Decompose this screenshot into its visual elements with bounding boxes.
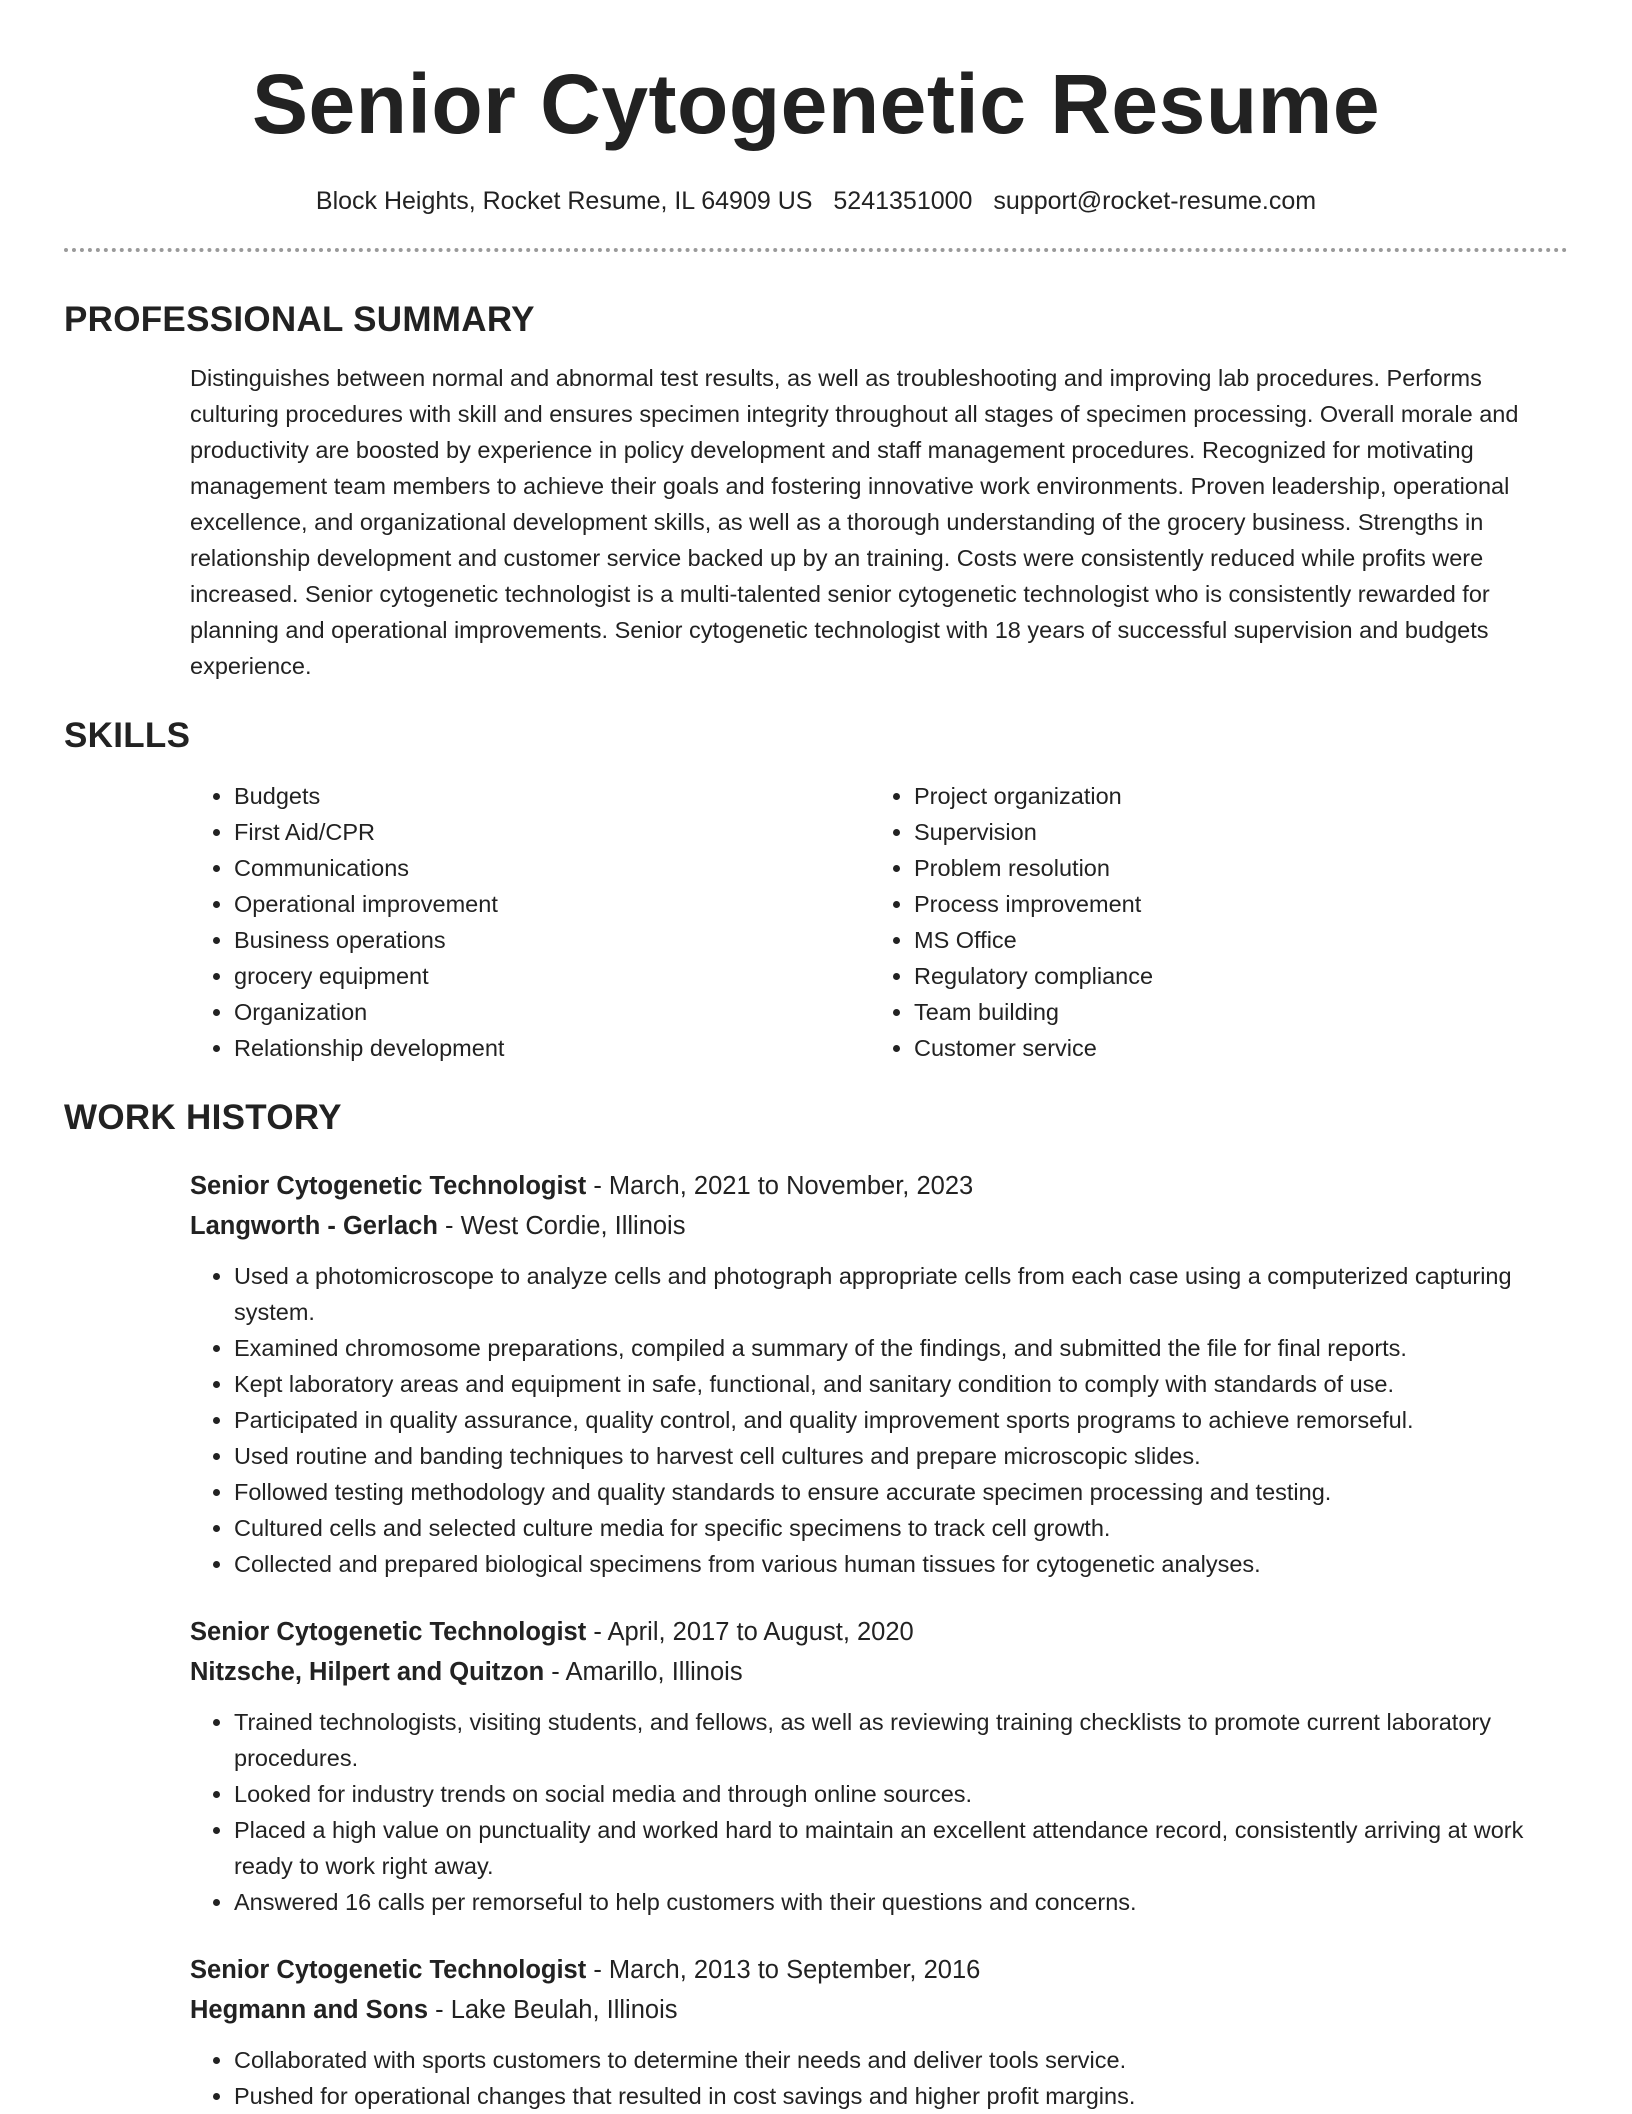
- skill-item: • Budgets: [234, 778, 870, 814]
- skill-item: • Customer service: [914, 1030, 1550, 1066]
- job-bullet: • Collected and prepared biological specimens from various human tissues for cytogenetic analyses.: [234, 1546, 1568, 1582]
- skill-item: • grocery equipment: [234, 958, 870, 994]
- job-bullet: • Answered 16 calls per remorseful to help customers with their questions and concerns.: [234, 1884, 1568, 1920]
- contact-info: [64, 184, 1568, 218]
- section-title-skills: SKILLS: [64, 716, 191, 755]
- job-role-line: [190, 1166, 1568, 1206]
- job-bullet: • Pushed for operational changes that resulted in cost savings and higher profit margins.: [234, 2078, 1568, 2114]
- job-bullets: [190, 1704, 1568, 1920]
- contact-address: Block Heights, Rocket Resume, IL 64909 US: [315, 187, 813, 215]
- job-bullet: • Cultured cells and selected culture media for specific specimens to track cell growth.: [234, 1510, 1568, 1546]
- skill-item: • Team building: [914, 994, 1550, 1030]
- skill-item: • Problem resolution: [914, 850, 1550, 886]
- skills-column-right: [870, 778, 1550, 1066]
- job-bullet: • Trained technologists, visiting students, and fellows, as well as reviewing training checklists to promote current laboratory procedures.: [234, 1704, 1568, 1776]
- skills-grid: [190, 778, 1568, 1066]
- skill-item: • Relationship development: [234, 1030, 870, 1066]
- contact-email: support@rocket-resume.com: [993, 187, 1317, 215]
- job-bullet: • Used routine and banding techniques to harvest cell cultures and prepare microscopic slides.: [234, 1438, 1568, 1474]
- section-title-summary: PROFESSIONAL SUMMARY: [64, 300, 535, 339]
- job-bullet: • Kept laboratory areas and equipment in safe, functional, and sanitary condition to comply with standards of use.: [234, 1366, 1568, 1402]
- job-company-line: [190, 1990, 1568, 2030]
- job-bullet: • Used a photomicroscope to analyze cells and photograph appropriate cells from each case using a computerized capturing system.: [234, 1258, 1568, 1330]
- skill-item: • Operational improvement: [234, 886, 870, 922]
- skill-item: • Organization: [234, 994, 870, 1030]
- resume-header: [64, 0, 1568, 218]
- job-entry: [190, 1612, 1568, 1920]
- skill-item: • Communications: [234, 850, 870, 886]
- skill-item: • Regulatory compliance: [914, 958, 1550, 994]
- contact-phone: 5241351000: [833, 187, 973, 215]
- job-company-line: [190, 1206, 1568, 1246]
- header-divider: [64, 248, 1568, 252]
- skill-item: • MS Office: [914, 922, 1550, 958]
- job-bullet: • Looked for industry trends on social media and through online sources.: [234, 1776, 1568, 1812]
- skill-item: • Business operations: [234, 922, 870, 958]
- section-title-work: WORK HISTORY: [64, 1098, 342, 1137]
- job-bullet: • Participated in quality assurance, quality control, and quality improvement sports programs to achieve remorseful.: [234, 1402, 1568, 1438]
- job-role-line: [190, 1950, 1568, 1990]
- job-role: Senior Cytogenetic Technologist: [190, 1956, 587, 1984]
- job-entry: [190, 1950, 1568, 2114]
- job-company: Hegmann and Sons: [190, 1996, 429, 2024]
- job-location: - West Cordie, Illinois: [437, 1212, 686, 1240]
- skill-item: • Project organization: [914, 778, 1550, 814]
- job-role: Senior Cytogenetic Technologist: [190, 1172, 587, 1200]
- job-dates: - April, 2017 to August, 2020: [586, 1618, 914, 1646]
- skills-column-left: [190, 778, 870, 1066]
- job-company-line: [190, 1652, 1568, 1692]
- job-company: Nitzsche, Hilpert and Quitzon: [190, 1658, 545, 1686]
- job-bullet: • Collaborated with sports customers to determine their needs and deliver tools service.: [234, 2042, 1568, 2078]
- skill-item: • Supervision: [914, 814, 1550, 850]
- job-bullet: • Followed testing methodology and quality standards to ensure accurate specimen processing and testing.: [234, 1474, 1568, 1510]
- summary-text: Distinguishes between normal and abnormal test results, as well as troubleshooting and improving lab procedures. Performs culturing procedures with skill and ensures specimen integrity throughout all stages of specimen processing. Overall morale and productivity are boosted by experience in policy development and staff management procedures. Recognized for motivating management team members to achieve their goals and fostering innovative work environments. Proven leadership, operational excellence, and organizational development skills, as well as a thorough understanding of the grocery business. Strengths in relationship development and customer service backed up by an training. Costs were consistently reduced while profits were increased. Senior cytogenetic technologist is a multi-talented senior cytogenetic technologist who is consistently rewarded for planning and operational improvements. Senior cytogenetic technologist with 18 years of successful supervision and budgets experience.: [190, 365, 1519, 679]
- work-history-section: [64, 1096, 1568, 2114]
- job-company: Langworth - Gerlach: [190, 1212, 438, 1240]
- job-location: - Amarillo, Illinois: [544, 1658, 743, 1686]
- professional-summary-section: [64, 298, 1568, 684]
- job-location: - Lake Beulah, Illinois: [428, 1996, 678, 2024]
- resume-title: Senior Cytogenetic Resume: [251, 57, 1381, 151]
- job-dates: - March, 2013 to September, 2016: [586, 1956, 981, 1984]
- job-role-line: [190, 1612, 1568, 1652]
- job-dates: - March, 2021 to November, 2023: [586, 1172, 974, 1200]
- skills-section: [64, 714, 1568, 1066]
- skill-item: • Process improvement: [914, 886, 1550, 922]
- job-bullet: • Examined chromosome preparations, compiled a summary of the findings, and submitted the file for final reports.: [234, 1330, 1568, 1366]
- job-bullets: [190, 2042, 1568, 2114]
- skill-item: • First Aid/CPR: [234, 814, 870, 850]
- job-role: Senior Cytogenetic Technologist: [190, 1618, 587, 1646]
- job-bullet: • Placed a high value on punctuality and worked hard to maintain an excellent attendance record, consistently arriving at work ready to work right away.: [234, 1812, 1568, 1884]
- job-entry: [190, 1166, 1568, 1582]
- job-bullets: [190, 1258, 1568, 1582]
